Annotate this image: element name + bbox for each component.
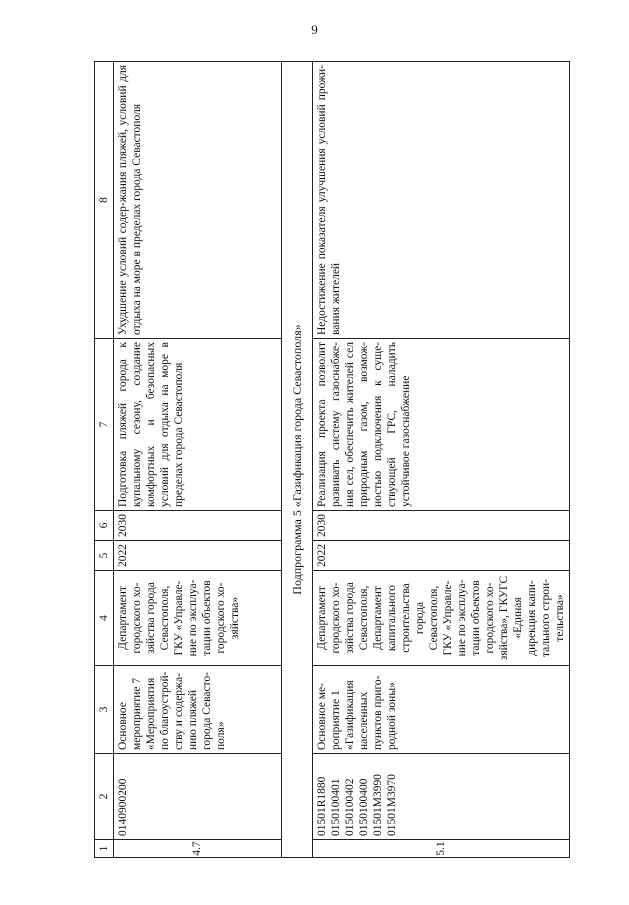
rotated-table-container bbox=[94, 62, 564, 858]
start-year: 2022 bbox=[313, 541, 570, 571]
page-number: 9 bbox=[311, 22, 318, 37]
header-cell: 6 bbox=[95, 511, 114, 541]
header-cell: 3 bbox=[95, 666, 114, 754]
table-row bbox=[114, 62, 282, 858]
header-cell: 8 bbox=[95, 62, 114, 339]
budget-code: 0140900200 bbox=[114, 754, 282, 840]
header-cell: 4 bbox=[95, 571, 114, 666]
header-cell: 2 bbox=[95, 754, 114, 840]
executor: Департамент городского хо-зяйства города Севастополя, Департамент капитального строительства города Севастополя, ГКУ «Управле-ние по эксплуа-тации объектов городского хо-зяйства», ГКУГС «Единая дирекция капи-тального строи-тельства» bbox=[313, 571, 570, 666]
header-cell: 1 bbox=[95, 840, 114, 858]
expected-result: Реализация проекта позволит развивать систему газоснабже-ния сел, обеспечить жителей сел природным газом, возмож-ностью подключения к суще-ствующей ГРС, наладить устойчивое газоснабжение bbox=[313, 339, 570, 511]
measure-name: Основное мероприятие 7 «Мероприятия по благоустрой-ству и содержа-нию пляжей города Севасто-поля» bbox=[114, 666, 282, 754]
measure-name: Основное ме-роприятие 1 «Газификация населенных пунктов приго-родной зоны» bbox=[313, 666, 570, 754]
expected-result: Подготовка пляжей города к купальному сезону, создание комфортных и безопасных условий для отдыха на море в пределах города Севастополя bbox=[114, 339, 282, 511]
header-cell: 5 bbox=[95, 541, 114, 571]
non-implementation-consequence: Ухудшение условий содер-жания пляжей, условий для отдыха на море в пределах города Севастополя bbox=[114, 62, 282, 339]
row-number: 4.7 bbox=[114, 840, 282, 858]
start-year: 2022 bbox=[114, 541, 282, 571]
measures-table bbox=[94, 61, 570, 858]
row-number: 5.1 bbox=[313, 840, 570, 858]
subprogram-title: Подпрограмма 5 «Газификация города Севастополя» bbox=[282, 62, 313, 858]
non-implementation-consequence: Недостижение показателя улучшения условий прожи-вания жителей bbox=[313, 62, 570, 339]
table-row bbox=[313, 62, 570, 858]
end-year: 2030 bbox=[313, 511, 570, 541]
header-row bbox=[95, 62, 114, 858]
executor: Департамент городского хо-зяйства города Севастополя, ГКУ «Управле-ние по эксплуа-тации объектов городского хо-зяйства» bbox=[114, 571, 282, 666]
header-cell: 7 bbox=[95, 339, 114, 511]
end-year: 2030 bbox=[114, 511, 282, 541]
subprogram-row bbox=[282, 62, 313, 858]
budget-code: 01501R1880 0150100401 0150100402 0150100400 01501M3990 01501M3970 bbox=[313, 754, 570, 840]
